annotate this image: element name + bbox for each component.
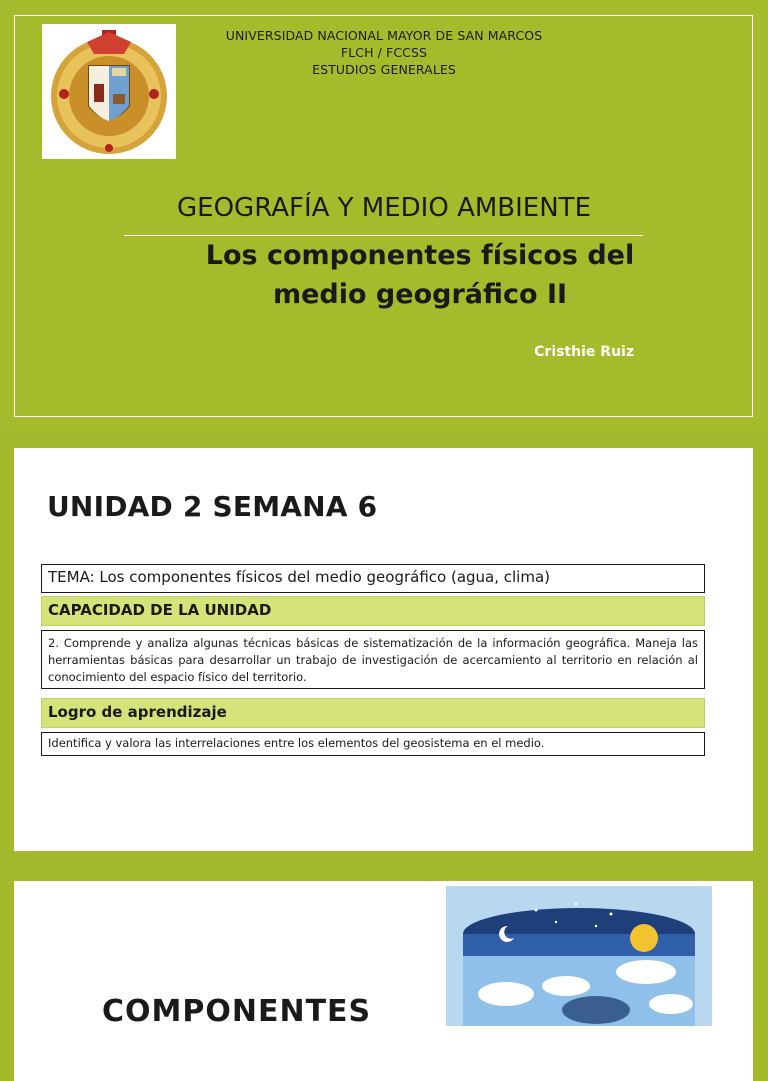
sky-illustration xyxy=(446,886,712,1026)
capacidad-text: 2. Comprende y analiza algunas técnicas básicas de sistematización de la información geográfica. Maneja las herramientas básicas para desarrollar un trabajo de investigación de acercamiento al territorio en relación al conocimiento del espacio físico del territorio. xyxy=(41,630,705,689)
capacidad-label: CAPACIDAD DE LA UNIDAD xyxy=(41,596,705,626)
title-slide xyxy=(0,0,768,432)
unit-slide xyxy=(0,432,768,866)
faculty-line: FLCH / FCCSS xyxy=(340,45,428,60)
program-line: ESTUDIOS GENERALES xyxy=(312,62,456,77)
subtitle-line-1: Los componentes físicos del xyxy=(205,240,635,271)
logro-text: Identifica y valora las interrelaciones entre los elementos del geosistema en el medio. xyxy=(41,732,705,756)
logro-label: Logro de aprendizaje xyxy=(41,698,705,728)
subtitle-line-2: medio geográfico II xyxy=(272,279,568,310)
university-crest-logo xyxy=(42,24,176,159)
author-name: Cristhie Ruiz xyxy=(534,344,634,360)
university-name: UNIVERSIDAD NACIONAL MAYOR DE SAN MARCOS xyxy=(225,28,543,43)
sky-dome-icon xyxy=(446,886,712,1026)
tema-row: TEMA: Los componentes físicos del medio geográfico (agua, clima) xyxy=(41,564,705,593)
unit-heading: UNIDAD 2 SEMANA 6 xyxy=(47,490,378,523)
components-slide xyxy=(0,866,768,1029)
course-title: GEOGRAFÍA Y MEDIO AMBIENTE xyxy=(177,193,591,223)
crest-icon xyxy=(42,24,176,159)
components-heading: COMPONENTES xyxy=(102,994,372,1029)
title-divider xyxy=(124,235,643,236)
